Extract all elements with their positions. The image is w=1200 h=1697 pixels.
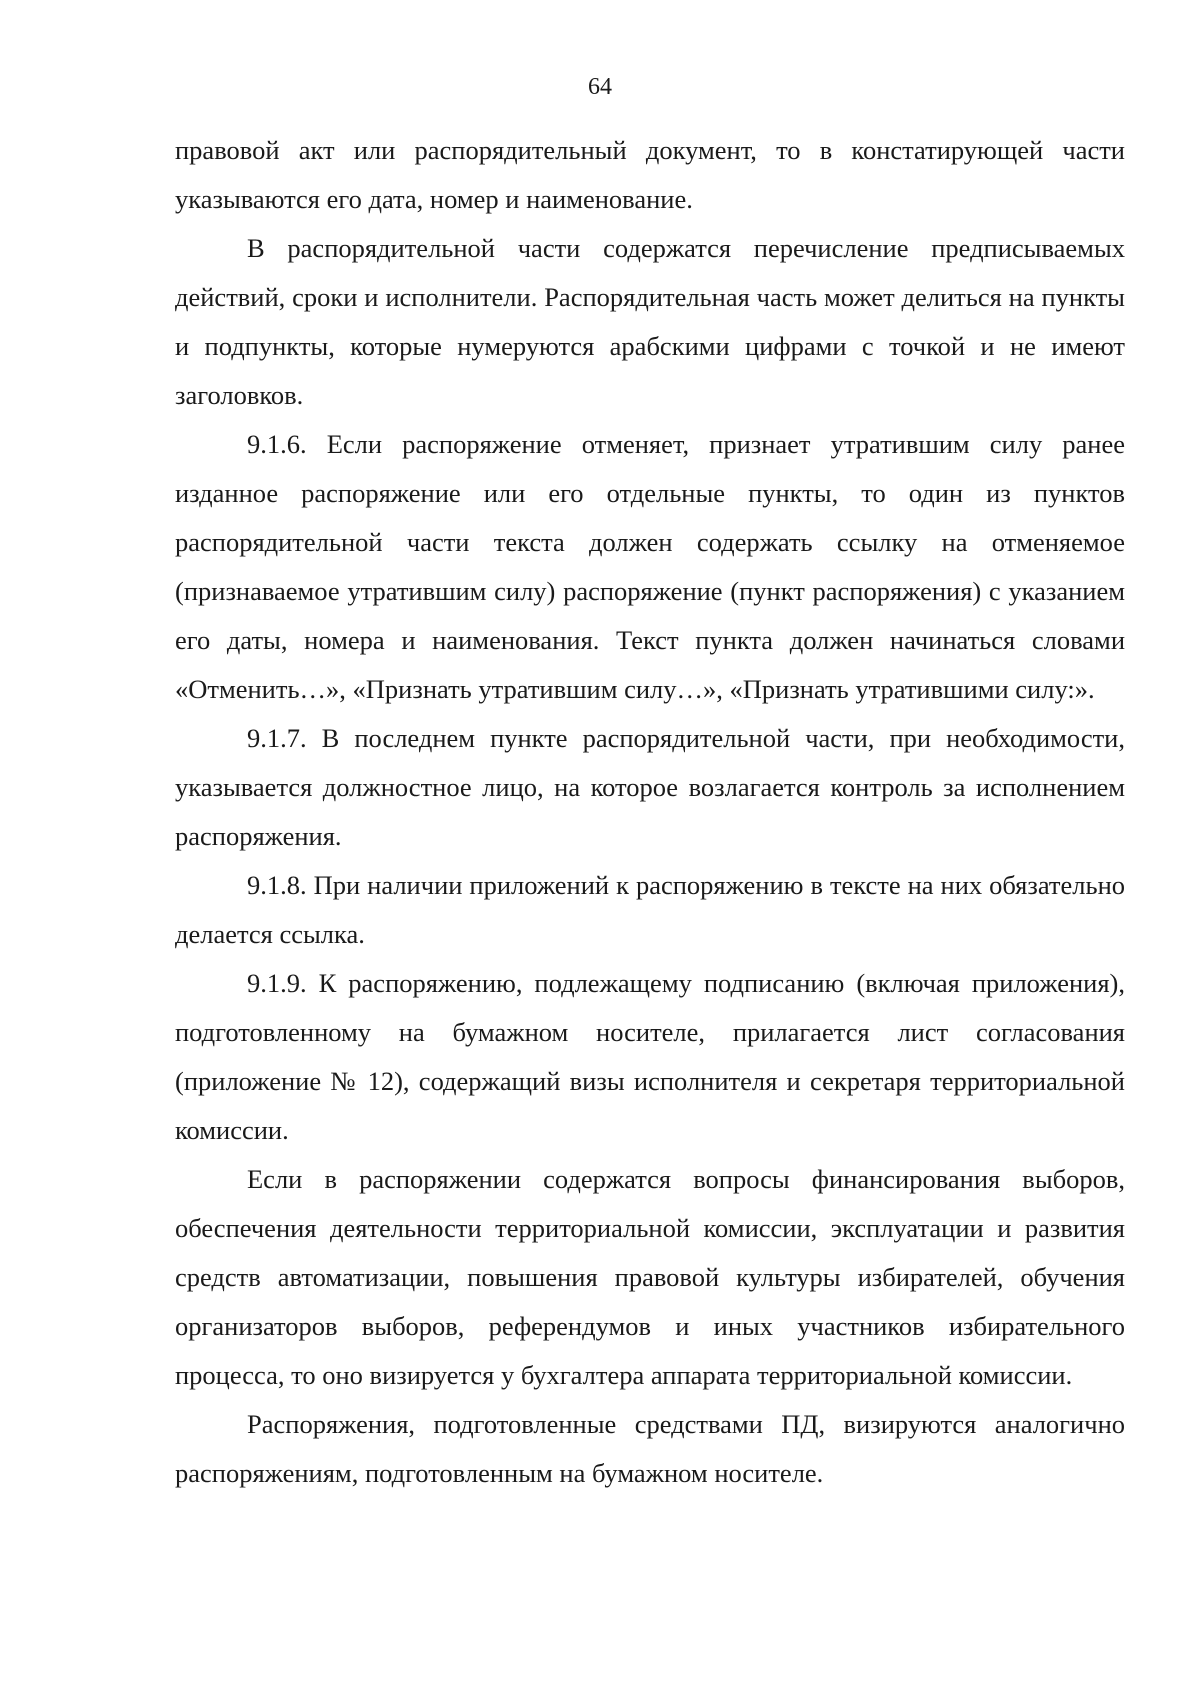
paragraph-financing-visa: Если в распоряжении содержатся вопросы финансирования выборов, обеспечения деятельности территориальной комиссии, эксплуатации и развития средств автоматизации, повышения правовой культуры избирателей, обучения организаторов выборов, референдумов и иных участников избирательного процесса, то оно визируется у бухгалтера аппарата территориальной комиссии. — [175, 1164, 1125, 1390]
page-number: 64 — [588, 74, 612, 100]
document-body — [175, 126, 1125, 1498]
paragraph-9-1-6: 9.1.6. Если распоряжение отменяет, признает утратившим силу ранее изданное распоряжение или его отдельные пункты, то один из пунктов распорядительной части текста должен содержать ссылку на отменяемое (признаваемое утратившим силу) распоряжение (пункт распоряжения) с указанием его даты, номера и наименования. Текст пункта должен начинаться словами «Отменить…», «Признать утратившим силу…», «Признать утратившими силу:». — [175, 429, 1125, 704]
paragraph-pd-visa: Распоряжения, подготовленные средствами ПД, визируются аналогично распоряжениям, подготовленным на бумажном носителе. — [175, 1409, 1125, 1488]
paragraph-continuation: правовой акт или распорядительный документ, то в констатирующей части указываются его дата, номер и наименование. — [175, 135, 1125, 214]
paragraph-9-1-8: 9.1.8. При наличии приложений к распоряжению в тексте на них обязательно делается ссылка. — [175, 870, 1125, 949]
paragraph-9-1-9: 9.1.9. К распоряжению, подлежащему подписанию (включая приложения), подготовленному на бумажном носителе, прилагается лист согласования (приложение № 12), содержащий визы исполнителя и секретаря территориальной комиссии. — [175, 968, 1125, 1145]
paragraph-operative-part: В распорядительной части содержатся перечисление предписываемых действий, сроки и исполнители. Распорядительная часть может делиться на пункты и подпункты, которые нумеруются арабскими цифрами с точкой и не имеют заголовков. — [175, 233, 1125, 410]
paragraph-9-1-7: 9.1.7. В последнем пункте распорядительной части, при необходимости, указывается должностное лицо, на которое возлагается контроль за исполнением распоряжения. — [175, 723, 1125, 851]
